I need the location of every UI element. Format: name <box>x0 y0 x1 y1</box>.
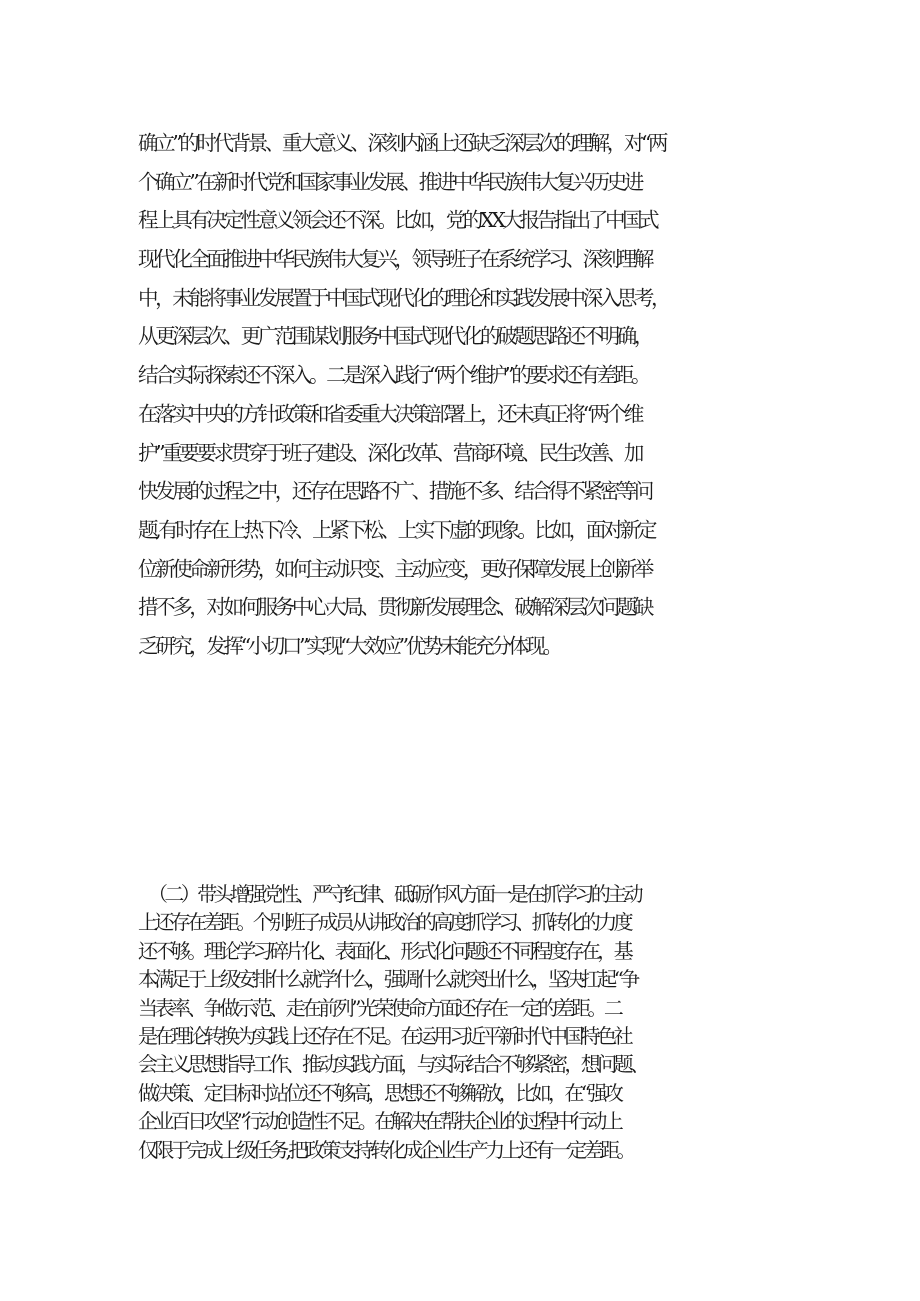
paragraph-1 <box>138 124 818 666</box>
paragraph-1-line: 位新使命新形势，如何主动识变、主动应变，更好保障发展上创新举 <box>138 556 651 581</box>
paragraph-1-line: 在落实中央的方针政策和省委重大决策部署上，还未真正将“两个维 <box>138 401 641 426</box>
paragraph-1-line: 措不多，对如何服务中心大局、贯彻新发展理念、破解深层次问题缺 <box>138 595 651 620</box>
paragraph-1-line: 快发展的过程之中，还存在思路不广、措施不多、结合得不紧密等问 <box>138 479 651 504</box>
section-heading-line: （二）带头增强党性、严守纪律、砥砺作风方面一是在抓学习的主动 <box>148 882 640 906</box>
paragraph-1-line: 结合实际探索还不深入。二是深入践行“两个维护”的要求还有差距。 <box>138 363 649 388</box>
paragraph-1-line: 题,有时存在上热下冷、上紧下松、上实下虚的现象。比如，面对新定 <box>138 517 655 542</box>
paragraph-2-line: 还不够。理论学习碎片化、表面化、形式化问题还不同程度存在，基 <box>138 938 630 963</box>
paragraph-1-line: 现代化全面推进中华民族伟大复兴，领导班子在系统学习、深刻理解 <box>138 247 651 272</box>
paragraph-1-line: 护”重要要求贯穿于班子建设、深化改革、营商环境、民生改善、加 <box>138 440 641 465</box>
paragraph-2-line: 会主义思想指导工作、推动实践方面，与实际结合不够紧密，想问题、 <box>138 1052 647 1077</box>
paragraph-1-line: 中，未能将事业发展置于中国式现代化的理论和实践发展中深入思考， <box>138 285 669 310</box>
paragraph-2-line: 当表率、争做示范、走在前列”光荣使命方面还存在一定的差距。二 <box>138 995 621 1020</box>
paragraph-2-line: 本满足于上级安排什么就学什么，强调什么就突出什么，坚决扛起“争 <box>138 967 637 992</box>
paragraph-1-line: 个确立”在新时代党和国家事业发展、推进中华民族伟大复兴历史进 <box>138 169 641 194</box>
paragraph-1-line: 程上具有决定性意义领会还不深。比如，党的XX大报告指出了中国式 <box>138 208 657 233</box>
paragraph-2 <box>138 880 818 1164</box>
paragraph-1-line: 从更深层次、更广范围谋划服务中国式现代化的破题思路还不明确， <box>138 324 651 349</box>
paragraph-2-line: 做决策、定目标时站位还不够高，思想还不够解放，比如，在“强攻 <box>138 1080 621 1105</box>
paragraph-2-line: 上还存在差距。个别班子成员从讲政治的高度抓学习、抓转化的力度 <box>138 910 630 935</box>
paragraph-2-line: 是在理论转换为实践上还存在不足。在运用习近平新时代中国特色社 <box>138 1023 630 1048</box>
paragraph-1-line: 确立”的时代背景、重大意义、深刻内涵上还缺乏深层次的理解，对“两 <box>138 131 666 155</box>
paragraph-2-line: 仅限于完成上级任务,把政策支持转化成企业生产力上还有一定差距。 <box>138 1137 633 1162</box>
paragraph-2-line: 企业百日攻坚”行动创造性不足。在解决在帮扶企业的过程中行动上 <box>138 1109 621 1134</box>
paragraph-1-line: 乏研究，发挥“小切口”实现“大效应”优势未能充分体现。 <box>138 633 560 658</box>
